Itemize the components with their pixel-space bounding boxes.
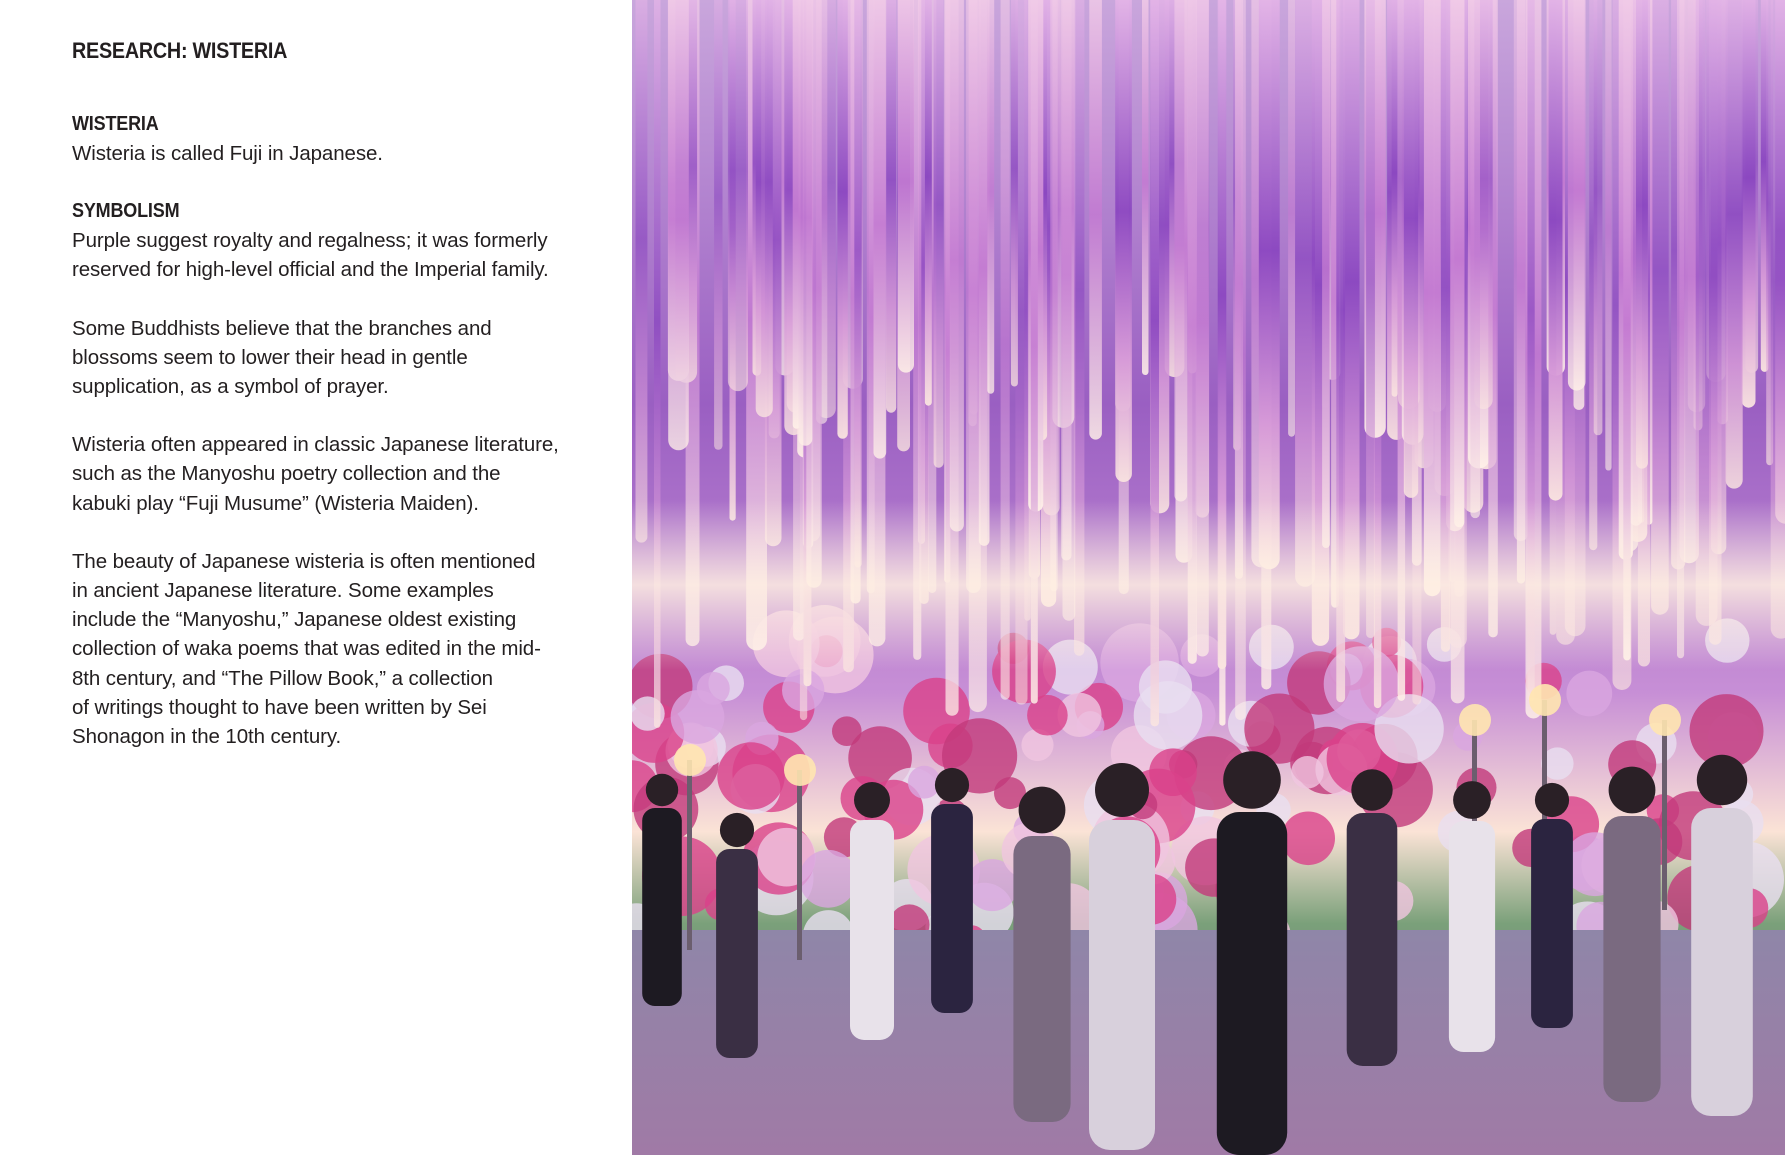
- azalea-cluster: [1566, 671, 1612, 717]
- section-wisteria: [72, 110, 632, 168]
- paragraph: The beauty of Japanese wisteria is often mentioned in ancient Japanese literature. Some examples include the “Manyoshu,” Japanese oldest existing collection of waka poems that was edited in the mid- 8th century, and “The Pillow Book,” a collection of writings thought to have been written by Sei Shonagon in the 10th century.: [72, 549, 541, 749]
- wisteria-strand: [874, 0, 887, 459]
- visitor-head: [935, 768, 969, 802]
- lamp-light: [784, 754, 816, 786]
- visitor-body: [716, 849, 758, 1058]
- visitor-body: [1603, 816, 1660, 1102]
- section-symbolism: [72, 197, 632, 751]
- wisteria-strand: [1235, 0, 1243, 579]
- paragraph: Wisteria often appeared in classic Japanese literature, such as the Manyoshu poetry collection and the kabuki play “Fuji Musume” (Wisteria Maiden).: [72, 433, 559, 515]
- wisteria-strand: [1549, 0, 1563, 501]
- azalea-cluster: [1149, 748, 1197, 796]
- azalea-cluster: [717, 742, 784, 809]
- wisteria-strand: [1594, 0, 1603, 435]
- lamp-pole: [797, 770, 802, 960]
- paragraph: Wisteria is called Fuji in Japanese.: [72, 142, 383, 165]
- wisteria-strand: [1322, 0, 1330, 548]
- wisteria-strand: [898, 0, 914, 373]
- wisteria-strand: [668, 0, 689, 450]
- wisteria-strand: [728, 0, 748, 391]
- wisteria-photo-illustration: [632, 0, 1785, 1155]
- wisteria-strand: [714, 0, 722, 450]
- blossom-glow: [632, 500, 1785, 670]
- wisteria-strand: [950, 0, 964, 532]
- visitor-head: [1223, 751, 1281, 809]
- wisteria-strand: [1295, 0, 1315, 587]
- visitor-body: [1531, 819, 1573, 1028]
- lamp-pole: [687, 760, 692, 950]
- visitor-body: [1347, 813, 1398, 1066]
- wisteria-strand: [837, 0, 847, 439]
- wisteria-strand: [1061, 0, 1071, 561]
- visitor-head: [1609, 767, 1656, 814]
- wisteria-strand: [1454, 0, 1464, 527]
- visitor-body: [931, 804, 973, 1013]
- wisteria-strand: [1288, 0, 1295, 437]
- wisteria-strand: [1089, 0, 1102, 440]
- azalea-cluster: [1134, 681, 1203, 750]
- wisteria-strand: [1011, 0, 1018, 387]
- azalea-cluster: [697, 672, 730, 705]
- wisteria-strand: [1470, 0, 1480, 518]
- lamp-pole: [1662, 720, 1667, 910]
- wisteria-strand: [1636, 0, 1648, 469]
- azalea-cluster: [799, 850, 857, 908]
- visitor-head: [1453, 781, 1491, 819]
- paragraph: Some Buddhists believe that the branches and blossoms seem to lower their head in gentle supplication, as a symbol of prayer.: [72, 316, 492, 399]
- wisteria-strand: [1742, 0, 1756, 408]
- wisteria-strand: [1259, 0, 1280, 569]
- paragraph: Purple suggest royalty and regalness; it was formerly reserved for high-level official and the Imperial family.: [72, 229, 549, 282]
- visitor-head: [1535, 783, 1569, 817]
- azalea-cluster: [832, 716, 862, 746]
- lamp-light: [674, 744, 706, 776]
- wisteria-photo: [632, 0, 1785, 1155]
- azalea-cluster: [1281, 812, 1335, 866]
- text-column: [72, 36, 632, 780]
- wisteria-strand: [1392, 0, 1398, 397]
- wisteria-strand: [799, 0, 813, 446]
- visitor-head: [646, 774, 678, 806]
- visitor-head: [854, 782, 890, 818]
- visitor-body: [1449, 821, 1495, 1052]
- wisteria-strand: [1142, 0, 1149, 375]
- visitor-body: [1013, 836, 1070, 1122]
- visitor-body: [1691, 808, 1753, 1116]
- wisteria-strand: [987, 0, 994, 394]
- wisteria-strand: [756, 0, 773, 417]
- wisteria-strand: [934, 0, 944, 468]
- visitor-head: [1351, 769, 1392, 810]
- lamp-light: [1459, 704, 1491, 736]
- lamp-light: [1649, 704, 1681, 736]
- visitor-head: [1697, 755, 1747, 805]
- wisteria-strand: [886, 0, 896, 413]
- wisteria-strand: [1605, 0, 1611, 471]
- visitor-body: [1217, 812, 1287, 1155]
- lamp-light: [1529, 684, 1561, 716]
- section-heading: SYMBOLISM: [72, 200, 180, 223]
- wisteria-strand: [854, 0, 861, 567]
- visitor-body: [642, 808, 682, 1006]
- wisteria-strand: [1568, 0, 1586, 391]
- wisteria-strand: [1404, 0, 1418, 498]
- wisteria-strand: [636, 0, 648, 543]
- visitor-head: [720, 813, 754, 847]
- wisteria-strand: [925, 0, 932, 406]
- visitor-body: [850, 820, 894, 1040]
- visitor-head: [1019, 787, 1066, 834]
- wisteria-strand: [1517, 0, 1525, 584]
- page-title: RESEARCH: WISTERIA: [72, 38, 288, 63]
- wisteria-strand: [1115, 0, 1132, 482]
- wisteria-strand: [1174, 0, 1187, 502]
- section-heading: WISTERIA: [72, 113, 159, 135]
- visitor-body: [1089, 820, 1155, 1150]
- wisteria-strand: [1726, 0, 1743, 489]
- visitor-head: [1095, 763, 1149, 817]
